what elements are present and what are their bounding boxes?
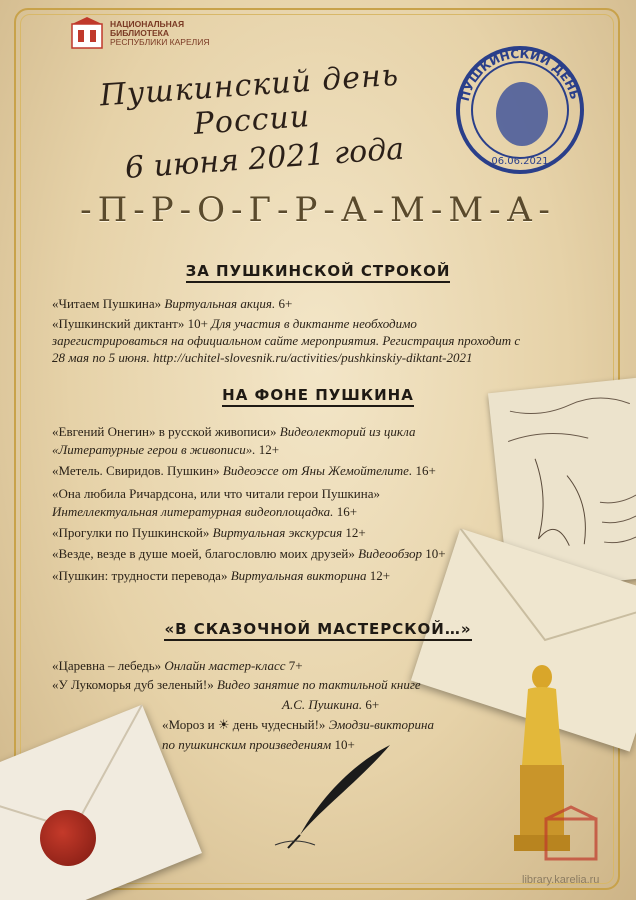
pushkin-day-stamp (450, 40, 590, 180)
wax-seal-icon (40, 810, 96, 866)
library-watermark-icon (540, 805, 610, 865)
program-line: «Царевна – лебедь» Онлайн мастер-класс 7+ (52, 658, 303, 673)
logo-line-1: НАЦИОНАЛЬНАЯ (110, 18, 185, 29)
program-line: «Литературные герои в живописи». 12+ (52, 442, 280, 457)
program-line: по пушкинским произведениям 10+ (162, 737, 355, 752)
program-heading: -П-Р-О-Г-Р-А-М-М-А- (80, 190, 556, 230)
section-heading: ЗА ПУШКИНСКОЙ СТРОКОЙ (0, 262, 636, 280)
program-line: «Пушкин: трудности перевода» Виртуальная викторина 12+ (52, 568, 391, 583)
program-line: зарегистрироваться на официальном сайте мероприятия. Регистрация проходит с (52, 333, 521, 348)
stamp-date: 06.06.2021 (491, 156, 549, 167)
program-line: «У Лукоморья дуб зеленый!» Видео занятие по тактильной книге (52, 677, 421, 692)
website-url: library.karelia.ru (522, 874, 600, 886)
program-line: «Метель. Свиридов. Пушкин» Видеоэссе от Яны Жемойтелите. 16+ (52, 463, 436, 478)
program-line: «Пушкинский диктант» 10+ Для участия в диктанте необходимо (52, 316, 417, 331)
program-line: А.С. Пушкина. 6+ (282, 697, 380, 712)
program-line: «Везде, везде в душе моей, благословлю моих друзей» Видеообзор 10+ (52, 546, 446, 561)
program-line: «Евгений Онегин» в русской живописи» Видеолекторий из цикла (52, 424, 416, 439)
event-date: 6 июня 2021 года (123, 131, 406, 186)
library-logo (70, 16, 209, 50)
event-title-line-1: Пушкинский день России (98, 57, 401, 143)
section-heading: НА ФОНЕ ПУШКИНА (0, 386, 636, 404)
program-line: «Прогулки по Пушкинской» Виртуальная экскурсия 12+ (52, 525, 366, 540)
logo-line-3: РЕСПУБЛИКИ КАРЕЛИЯ (110, 36, 210, 47)
section-heading: «В СКАЗОЧНОЙ МАСТЕРСКОЙ…» (0, 620, 636, 638)
program-line: Интеллектуальная литературная видеоплощадка. 16+ (52, 504, 358, 519)
library-logo-icon (70, 16, 104, 50)
program-line: «Читаем Пушкина» Виртуальная акция. 6+ (52, 296, 293, 311)
program-line: «Она любила Ричардсона, или что читали герои Пушкина» (52, 486, 380, 501)
program-line: «Мороз и ☀ день чудесный!» Эмодзи-викторина (162, 717, 435, 732)
logo-line-2: БИБЛИОТЕКА (110, 27, 169, 38)
stamp-text: ПУШКИНСКИЙ ДЕНЬ (457, 46, 582, 103)
quill-feather-icon (270, 740, 400, 850)
program-line: 28 мая по 5 июня. http://uchitel-slovesnik.ru/activities/pushkinskiy-diktant-2021 (52, 350, 473, 365)
